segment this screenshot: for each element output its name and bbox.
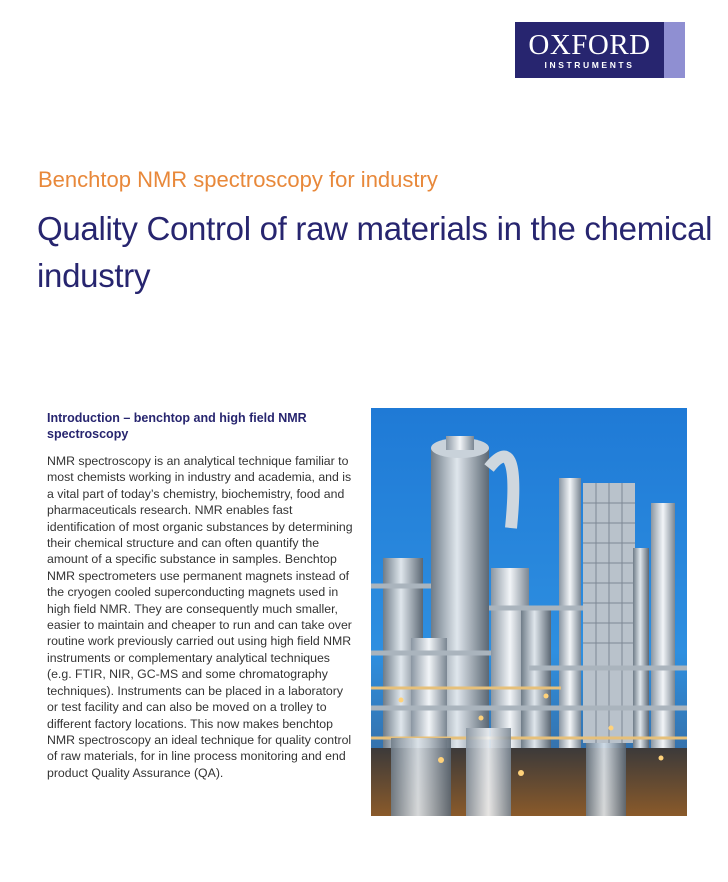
refinery-photo xyxy=(371,408,687,816)
section-body: NMR spectroscopy is an analytical technique familiar to most chemists working in industry and academia, and is a vital part of today’s chemistry, biochemistry, food and pharmaceuticals research. NMR enables fast identification of most organic substances by determining their chemical structure and can often quantify the amount of a specific substance in samples. Benchtop NMR spectrometers use permanent magnets instead of the cryogen cooled superconducting magnets used in high field NMR. They are consequently much smaller, easier to maintain and cheaper to run and can take over routine work previously carried out using high field NMR instruments or complementary analytical techniques (e.g. FTIR, NIR, GC-MS and some chromatography techniques). Instruments can be placed in a laboratory or test facility and can also be moved on a trolley to different factory locations. This now makes benchtop NMR spectroscopy an ideal technique for quality control of raw materials, for in line process monitoring and end product Quality Assurance (QA). xyxy=(47,454,353,780)
refinery-illustration xyxy=(371,408,687,816)
logo-box xyxy=(515,22,664,78)
logo-subtitle: INSTRUMENTS xyxy=(544,59,635,70)
logo-wordmark: OXFORD xyxy=(528,28,651,61)
document-kicker: Benchtop NMR spectroscopy for industry xyxy=(38,167,438,192)
oxford-instruments-logo xyxy=(515,22,685,78)
section-heading: Introduction – benchtop and high field NMR spectroscopy xyxy=(47,411,307,441)
logo-accent-bar xyxy=(664,22,685,78)
document-title: Quality Control of raw materials in the chemical industry xyxy=(37,210,713,294)
